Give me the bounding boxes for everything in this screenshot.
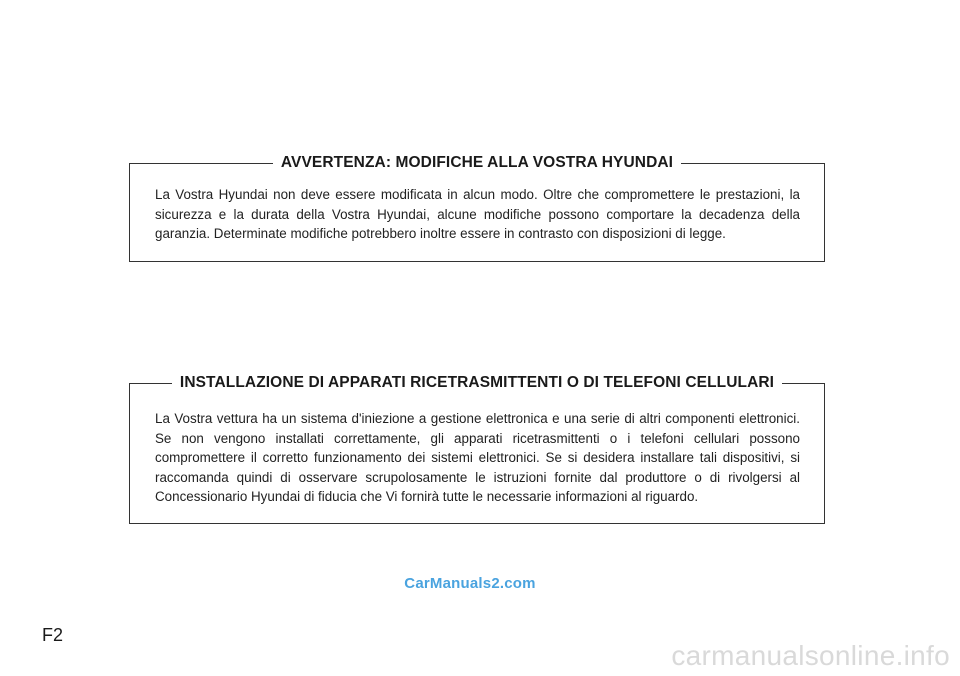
installation-title-bar bbox=[130, 373, 824, 393]
warning-title-bar bbox=[130, 153, 824, 173]
page-number: F2 bbox=[42, 625, 64, 645]
warning-box bbox=[129, 154, 825, 262]
footer-watermark: carmanualsonline.info bbox=[671, 640, 950, 671]
watermark-link[interactable]: CarManuals2.com bbox=[404, 575, 536, 592]
warning-body: La Vostra Hyundai non deve essere modificata in alcun modo. Oltre che compromettere le prestazioni, la sicurezza e la durata della Vostra Hyundai, alcune modifiche possono comportare la decadenza della garanzia. Determinate modifiche potrebbero inoltre essere in contrasto con disposizioni di legge. bbox=[155, 187, 800, 241]
installation-body: La Vostra vettura ha un sistema d'iniezione a gestione elettronica e una serie di altri componenti elettronici. Se non vengono installati correttamente, gli apparati ricetrasmittenti o i telefoni cellulari possono compromettere il corretto funzionamento dei sistemi elettronici. Se si desidera installare tali dispositivi, si raccomanda quindi di osservare scrupolosamente le istruzioni fornite dal produttore o di rivolgersi al Concessionario Hyundai di fiducia che Vi fornirà tutte le necessarie informazioni al riguardo. bbox=[155, 411, 800, 504]
warning-title: AVVERTENZA: MODIFICHE ALLA VOSTRA HYUNDAI bbox=[273, 154, 681, 171]
installation-title: INSTALLAZIONE DI APPARATI RICETRASMITTENTI O DI TELEFONI CELLULARI bbox=[172, 374, 782, 391]
installation-box bbox=[129, 374, 825, 524]
